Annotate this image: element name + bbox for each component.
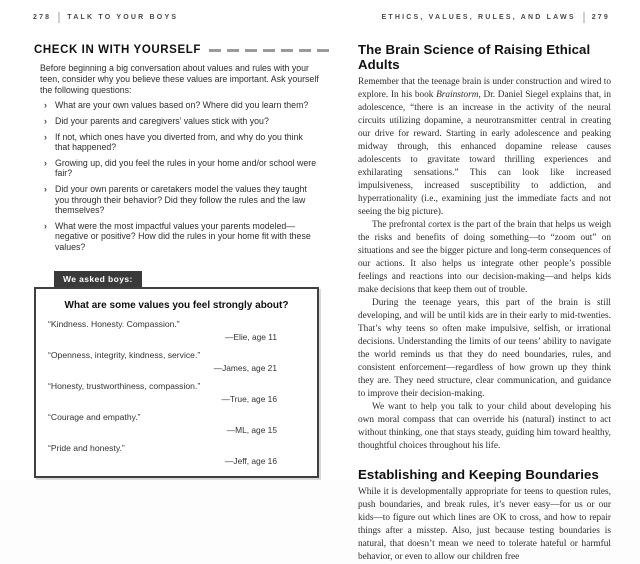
body-paragraph: The prefrontal cortex is the part of the brain that helps us weigh the risks and benefits of doing something—to “zoom out” on situations and see the bigger picture and long-term consequences of our actions. It also helps us integrate other people’s possible feelings and reactions into our decision-making—and helps kids make decisions that keep them out of trouble. — [358, 220, 611, 295]
bullet-arrow-icon: › — [44, 131, 47, 142]
section-title-boundaries: Establishing and Keeping Boundaries — [358, 467, 599, 482]
bullet-arrow-icon: › — [44, 100, 47, 111]
running-head-right — [382, 12, 611, 23]
quote-attribution: —True, age 16 — [221, 393, 277, 404]
left-page-column — [34, 44, 319, 478]
page-number-left: 278 — [33, 14, 52, 21]
quote-attribution: —James, age 21 — [213, 362, 277, 373]
list-item — [44, 221, 319, 253]
we-asked-boys-label: We asked boys: — [54, 271, 142, 287]
question-text: Did your own parents or caretakers model the values they taught you through their behavior? Did they follow the rules and the law themselves? — [55, 183, 307, 216]
quote-item — [48, 381, 305, 404]
quote-item — [48, 319, 305, 342]
header-divider — [583, 12, 585, 23]
we-asked-boys-section — [34, 269, 319, 478]
body-paragraph — [358, 76, 611, 219]
quote-text: “Pride and honesty.” — [48, 442, 125, 453]
bullet-arrow-icon: › — [44, 220, 47, 231]
checkin-title: CHECK IN WITH YOURSELF — [34, 44, 201, 56]
quote-text: “Openness, integrity, kindness, service.” — [48, 349, 201, 360]
list-item — [44, 184, 319, 216]
title-dashes — [209, 49, 329, 52]
running-title-right: ETHICS, VALUES, RULES, AND LAWS — [381, 14, 576, 21]
quote-item — [48, 443, 305, 466]
header-divider — [58, 12, 60, 23]
quote-attribution: —Jeff, age 16 — [225, 455, 277, 466]
page-number-right: 279 — [591, 14, 610, 21]
bullet-arrow-icon: › — [44, 183, 47, 194]
question-text: What were the most impactful values your parents modeled—negative or positive? How did the rules in your home fit with these values? — [55, 220, 311, 252]
right-page-column — [358, 42, 611, 564]
list-item — [44, 116, 319, 127]
question-text: Growing up, did you feel the rules in your home and/or school were fair? — [55, 157, 317, 179]
checkin-intro: Before beginning a big conversation about values and rules with your teen, consider why you believe these values are important. Ask yourself the following questions: — [40, 63, 319, 95]
section-title-brain-science: The Brain Science of Raising Ethical Adults — [358, 42, 591, 72]
bullet-arrow-icon: › — [44, 157, 47, 168]
list-item — [44, 100, 319, 111]
checkin-question-list — [34, 100, 319, 252]
list-item — [44, 158, 319, 179]
paragraph-text: , Dr. Daniel Siegel explains that, in adolescence, “there is an increase in the activity of the neural circuits utilizing dopamine, a neurotransmitter central in creating our drive for reward. Starting in early adolescence and peaking midway through, this enhanced dopamine release causes adolescents to gravitate toward thrilling experiences and exhilarating sensations.” This can look like increased impulsiveness, increased susceptibility to addiction, and hyperrationality (i.e., examining just the immediate facts and not seeing the big picture). — [358, 90, 612, 217]
quote-text: “Courage and empathy.” — [48, 411, 141, 422]
quotes-box-title: What are some values you feel strongly about? — [64, 299, 289, 311]
bullet-arrow-icon: › — [44, 115, 47, 126]
question-text: What are your own values based on? Where did you learn them? — [55, 100, 309, 111]
quote-attribution: —Elie, age 11 — [225, 331, 277, 342]
running-title-left: TALK TO YOUR BOYS — [67, 14, 179, 21]
running-head-left — [33, 12, 178, 23]
quote-text: “Kindness. Honesty. Compassion.” — [48, 318, 180, 329]
body-paragraph: During the teenage years, this part of the brain is still developing, and will be until kids are in their early to mid-twenties. That’s why teens so often make impulsive, selfish, or irrational decisions. Understanding the limits of our teens’ ability to navigate the world reminds us that they do need boundaries, rules, and consistent enforcement—regardless of how grown up they think they are. They need structure, clear communication, and guidance to improve their decision-making. — [358, 298, 611, 399]
question-text: If not, which ones have you diverted from, and why do you think that happened? — [55, 131, 303, 153]
book-title-italic: Brainstorm — [436, 90, 479, 100]
quote-item — [48, 350, 305, 373]
paragraph-text: Remember that the teenage brain is under construction and wired to explore. In his book — [358, 77, 611, 100]
quote-attribution: —ML, age 15 — [226, 424, 277, 435]
list-item — [44, 132, 319, 153]
body-paragraph: We want to help you talk to your child about developing his own moral compass that can override his (natural) instinct to act without thinking, one that stays steady, guiding him toward healthy, thoughtful choices throughout his life. — [358, 402, 611, 451]
body-paragraph: While it is developmentally appropriate for teens to question rules, push boundaries, and break rules, it’s never easy—for us or our kids—to figure out which lines are OK to cross, and how to repair things after a misstep. Also, just because testing boundaries is natural, that doesn’t mean we need to tolerate hateful or harmful behavior, or even to allow our children free — [358, 487, 611, 562]
quotes-box — [34, 287, 319, 478]
quote-item — [48, 412, 305, 435]
checkin-title-row — [34, 44, 319, 56]
quote-text: “Honesty, trustworthiness, compassion.” — [48, 380, 201, 391]
question-text: Did your parents and caregivers’ values stick with you? — [55, 115, 269, 126]
